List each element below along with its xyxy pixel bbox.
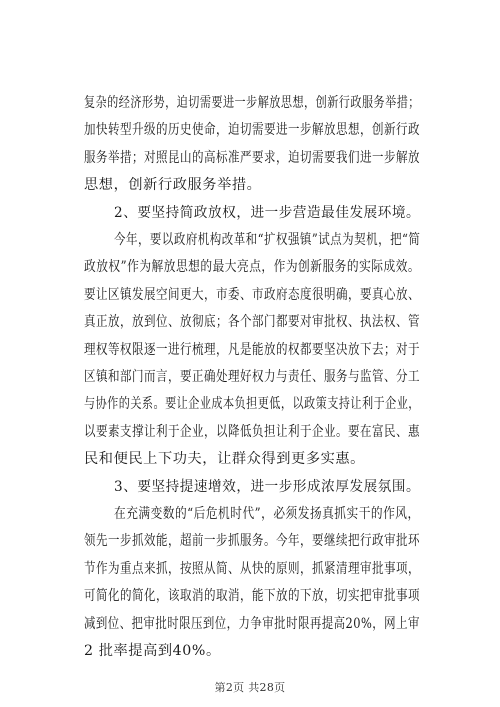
body-text-line: 区镇和部门而言，要正确处理好权力与责任、服务与监管、分工 <box>84 369 421 385</box>
body-text-line: 与协作的关系。要让企业成本负担更低，以政策支持让利于企业， <box>84 396 420 413</box>
section-heading: 3、要坚持提速增效，进一步形成浓厚发展氛围。 <box>114 478 421 495</box>
body-text-line: 今年，要以政府机构改革和“扩权强镇”试点为契机，把“简 <box>114 232 421 248</box>
body-text-line: 真正放，放到位、放彻底；各个部门都要对审批权、执法权、管 <box>84 314 421 331</box>
body-text-line: 减到位、把审批时限压到位，力争审批时限再提高20%，网上审 <box>84 615 420 632</box>
body-text-line: 思想，创新行政服务举措。 <box>84 177 262 194</box>
body-text-line: 要让区镇发展空间更大，市委、市政府态度很明确，要真心放、 <box>84 286 421 303</box>
body-text-line: 以要素支撑让利于企业，以降低负担让利于企业。要在富民、惠 <box>84 423 421 440</box>
body-text-line: 领先一步抓效能，超前一步抓服务。今年，要继续把行政审批环 <box>84 533 421 550</box>
body-text-line: 政放权”作为解放思想的最大亮点，作为创新服务的实际成效。 <box>84 259 421 276</box>
body-text-line: 复杂的经济形势，迫切需要进一步解放思想，创新行政服务举措； <box>84 95 420 111</box>
page-number-footer: 第2页 共28页 <box>214 681 286 694</box>
body-text-line: 节作为重点来抓，按照从简、从快的原则，抓紧清理审批事项， <box>84 560 421 577</box>
body-text-line: 理权等权限逐一进行梳理，凡是能放的权都要坚决放下去；对于 <box>84 341 421 358</box>
body-text-line: 民和便民上下功夫，让群众得到更多实惠。 <box>84 451 365 468</box>
body-text-line: 在充满变数的“后危机时代”，必须发扬真抓实干的作风， <box>114 506 420 522</box>
body-text-line: 服务举措；对照昆山的高标准严要求，迫切需要我们进一步解放 <box>84 149 421 166</box>
section-heading: 2、要坚持简政放权，进一步营造最佳发展环境。 <box>114 204 421 221</box>
body-text-line: 可简化的简化，该取消的取消，能下放的下放，切实把审批事项 <box>84 588 421 605</box>
body-text-line: 2 批率提高到40%。 <box>84 643 221 659</box>
body-text-line: 加快转型升级的历史使命，迫切需要进一步解放思想，创新行政 <box>84 122 421 139</box>
